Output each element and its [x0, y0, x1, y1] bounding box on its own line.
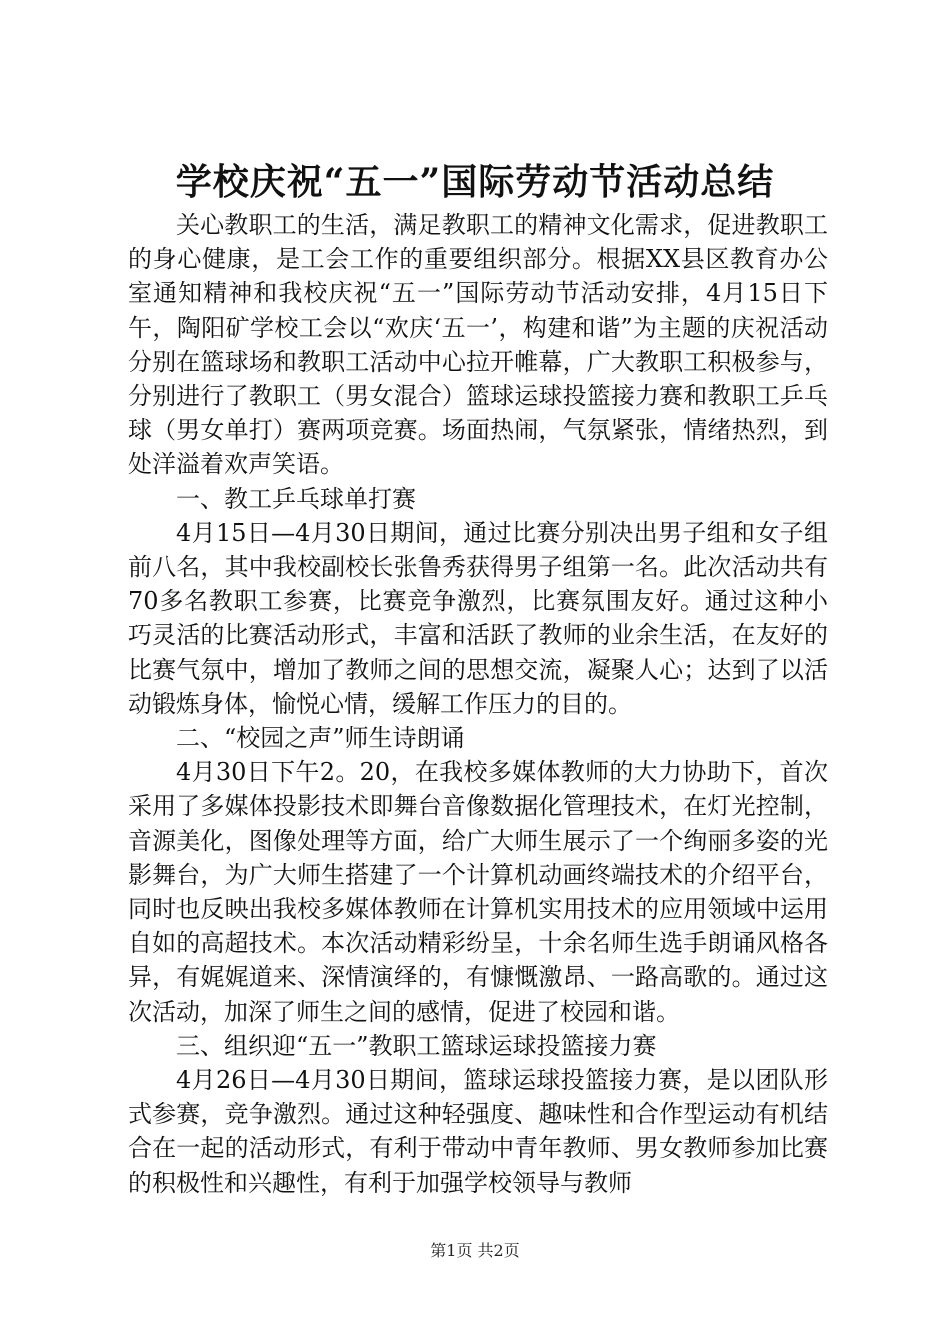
paragraph-section-2: 4月30日下午2。20，在我校多媒体教师的大力协助下，首次采用了多媒体投影技术即舞台音像数据化管理技术，在灯光控制，音源美化，图像处理等方面，给广大师生展示了一个绚丽多姿的光影舞台，为广大师生搭建了一个计算机动画终端技术的介绍平台，同时也反映出我校多媒体教师在计算机实用技术的应用领域中运用自如的高超技术。本次活动精彩纷呈，十余名师生选手朗诵风格各异，有娓娓道来、深情演绎的，有慷慨激昂、一路高歌的。通过这次活动，加深了师生之间的感情，促进了校园和谐。: [128, 758, 828, 1026]
section-heading-2: 二、“校园之声”师生诗朗诵: [176, 724, 465, 753]
paragraph-intro: 关心教职工的生活，满足教职工的精神文化需求，促进教职工的身心健康，是工会工作的重要组织部分。根据XX县区教育办公室通知精神和我校庆祝“五一”国际劳动节活动安排，4月15日下午，陶阳矿学校工会以“欢庆‘五一’，构建和谐”为主题的庆祝活动分别在篮球场和教职工活动中心拉开帷幕，广大教职工积极参与，分别进行了教职工（男女混合）篮球运球投篮接力赛和教职工乒乓球（男女单打）赛两项竞赛。场面热闹，气氛紧张，情绪热烈，到处洋溢着欢声笑语。: [128, 211, 828, 479]
section-heading-1: 一、教工乒乓球单打赛: [176, 484, 416, 513]
paragraph-section-1: 4月15日—4月30日期间，通过比赛分别决出男子组和女子组前八名，其中我校副校长张鲁秀获得男子组第一名。此次活动共有70多名教职工参赛，比赛竞争激烈，比赛氛围友好。通过这种小巧灵活的比赛活动形式，丰富和活跃了教师的业余生活，在友好的比赛气氛中，增加了教师之间的思想交流，凝聚人心；达到了以活动锻炼身体，愉悦心情，缓解工作压力的目的。: [128, 518, 828, 718]
section-heading-3: 三、组织迎“五一”教职工篮球运球投篮接力赛: [176, 1031, 657, 1060]
document-title: 学校庆祝“五一”国际劳动节活动总结: [175, 161, 775, 203]
paragraph-section-3: 4月26日—4月30日期间，篮球运球投篮接力赛，是以团队形式参赛，竞争激烈。通过这种轻强度、趣味性和合作型运动有机结合在一起的活动形式，有利于带动中青年教师、男女教师参加比赛的积极性和兴趣性，有利于加强学校领导与教师: [128, 1066, 828, 1197]
document-body: [128, 208, 828, 1200]
page-footer: 第1页 共2页: [430, 1241, 520, 1260]
